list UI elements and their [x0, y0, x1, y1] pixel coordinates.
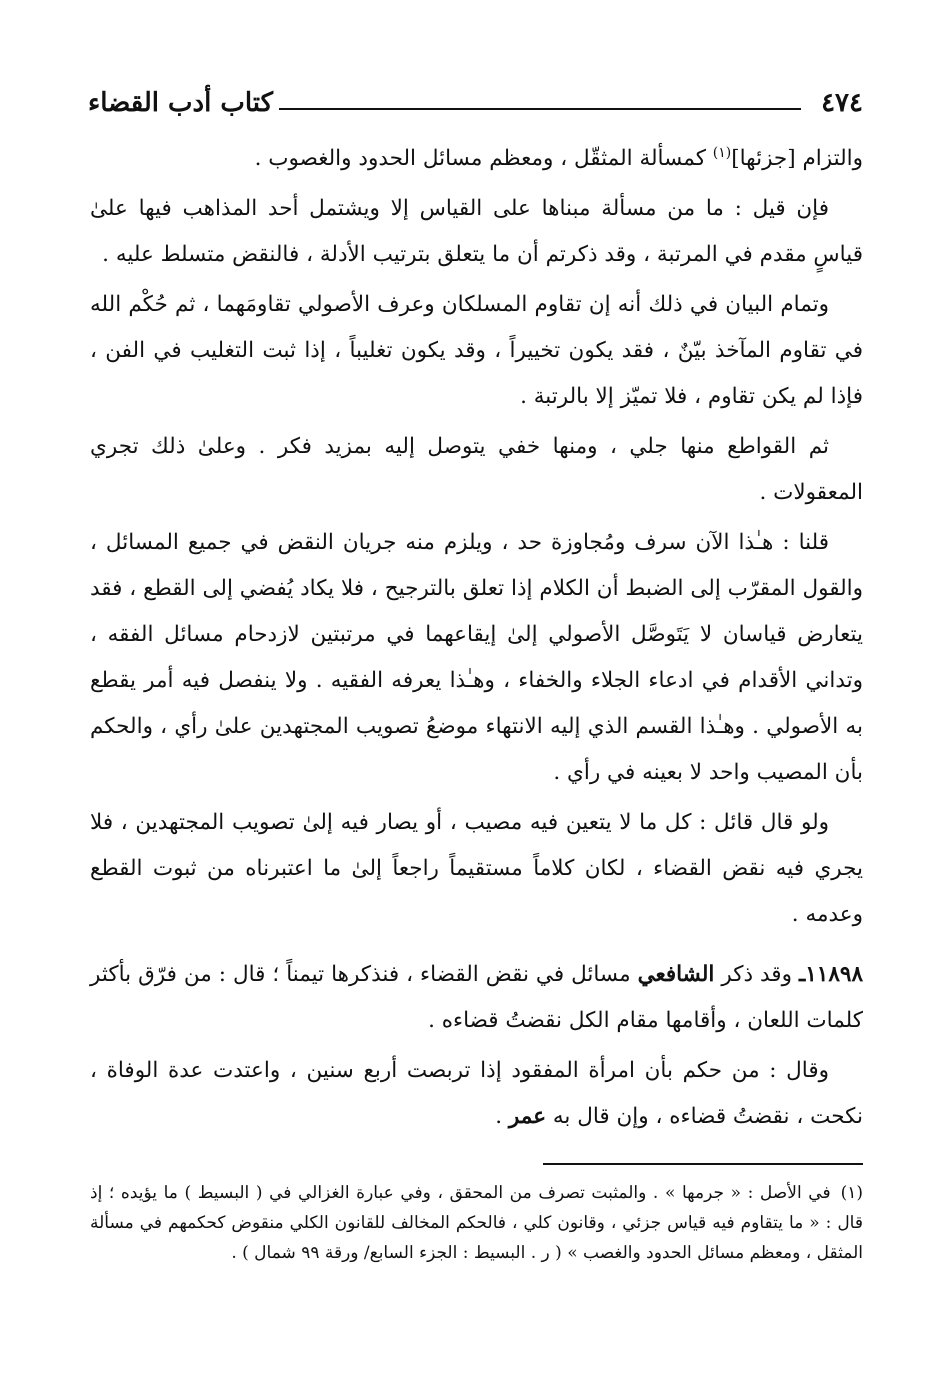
paragraph-2: فإن قيل : ما من مسألة مبناها على القياس إلا ويشتمل أحد المذاهب فيها علىٰ قياسٍ مقدم في المرتبة ، وقد ذكرتم أن ما يتعلق بترتيب الأدلة ، فالنقض متسلط عليه . [90, 196, 863, 268]
section-gap [90, 942, 863, 952]
footnote-ref: (١) [712, 145, 732, 161]
main-text [90, 130, 863, 1144]
paragraph-1: والتزام [جزئها]$^{(١)}$ كمسألة المثقّل ، ومعظم مسائل الحدود والغصوب . [254, 145, 863, 172]
paragraph-8: وقال : من حكم بأن امرأة المفقود إذا تربصت أربع سنين ، واعتدت عدة الوفاة ، نكحت ، نقضتُ قضاءه ، وإن قال به عمر . [90, 1058, 863, 1130]
name-umar: عمر [508, 1104, 547, 1130]
name-shafii: الشافعي [637, 962, 715, 988]
footnote [90, 1178, 863, 1268]
header-rule [279, 108, 801, 110]
issue-number: ١١٨٩٨ـ [798, 962, 863, 988]
paragraph-3: وتمام البيان في ذلك أنه إن تقاوم المسلكان وعرف الأصولي تقاومَهما ، ثم حُكْم الله في تقاوم المآخذ بيّنٌ ، فقد يكون تخييراً ، وقد يكون تغليباً ، إذا ثبت التغليب في الفن ، فإذا لم يكن تقاوم ، فلا تميّز إلا بالرتبة . [90, 292, 863, 410]
paragraph-5: قلنا : هـٰذا الآن سرف ومُجاوزة حد ، ويلزم منه جريان النقض في جميع المسائل ، والقول المقرّب إلى الضبط أن الكلام إذا تعلق بالترجيح ، فلا يكاد يُفضي إلى القطع ، فقد يتعارض قياسان لا يَتَوصَّل الأصولي إلىٰ إيقاعهما في مرتبتين لازدحام مسائل الفقه ، وتداني الأقدام في ادعاء الجلاء والخفاء ، وهـٰذا يعرفه الفقيه . ولا ينفصل فيه أمر يقطع به الأصولي . وهـٰذا القسم الذي إليه الانتهاء موضعُ تصويب المجتهدين علىٰ رأي ، والحكم بأن المصيب واحد لا بعينه في رأي . [90, 530, 863, 786]
paragraph-7: ١١٨٩٨ـ وقد ذكر الشافعي مسائل في نقض القضاء ، فنذكرها تيمناً ؛ قال : من فرّق بأكثر كلمات اللعان ، وأقامها مقام الكل نقضتُ قضاءه . [90, 962, 863, 1034]
footnote-text: في الأصل : « جرمها » . والمثبت تصرف من المحقق ، وفي عبارة الغزالي في ( البسيط ) ما يؤيده ؛ إذ قال : « ما يتقاوم فيه قياس جزئي ، وقانون كلي ، فالحكم المخالف للقانون الكلي منقوض كحكمهم في مسألة المثقل ، ومعظم مسائل الحدود والغصب » ( ر . البسيط : الجزء السابع/ ورقة ٩٩ شمال ) . [90, 1183, 863, 1263]
paragraph-6: ولو قال قائل : كل ما لا يتعين فيه مصيب ، أو يصار فيه إلىٰ تصويب المجتهدين ، فلا يجري فيه نقض القضاء ، لكان كلاماً مستقيماً راجعاً إلىٰ ما اعتبرناه من ثبوت القطع وعدمه . [90, 810, 863, 928]
book-title: كتاب أدب القضاء [88, 88, 273, 118]
page-number: ٤٧٤ [821, 88, 863, 118]
footnote-mark: (١) [840, 1183, 863, 1203]
paragraph-4: ثم القواطع منها جلي ، ومنها خفي يتوصل إليه بمزيد فكر . وعلىٰ ذلك تجري المعقولات . [90, 434, 863, 506]
footnote-rule [543, 1163, 863, 1165]
running-header [88, 78, 863, 118]
